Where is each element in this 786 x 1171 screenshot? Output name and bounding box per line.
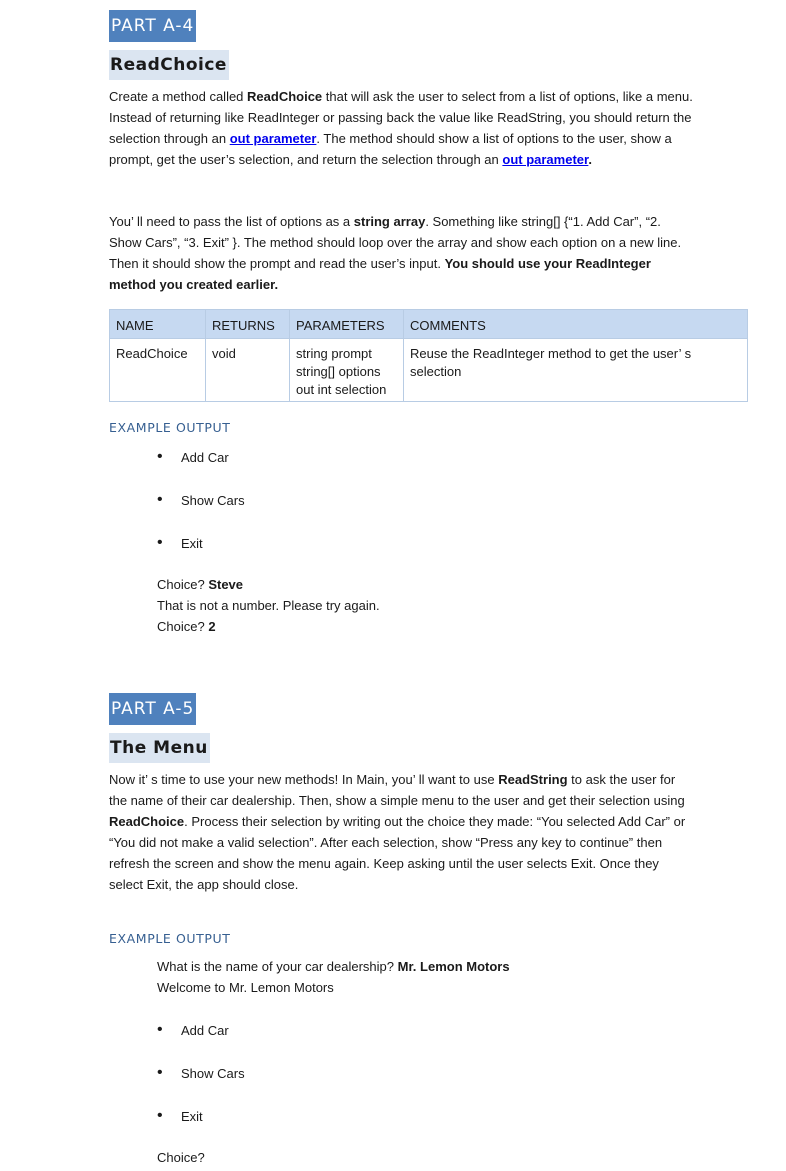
text-run: . Something like string[] {“1. Add Car”, “2. Show Cars”, “3. Exit” }. The method should loop over the array and show each option on a new line. Then it should show the prompt and read the user’s input. bbox=[109, 214, 682, 271]
table-header-returns: RETURNS bbox=[206, 310, 290, 339]
text-run: Create a method called bbox=[109, 89, 248, 104]
bold-run: string array bbox=[353, 214, 426, 229]
section-title-readchoice: ReadChoice bbox=[109, 50, 229, 80]
table-row bbox=[110, 339, 748, 402]
table-cell-name: ReadChoice bbox=[110, 339, 206, 402]
parameter-item: string[] options bbox=[296, 364, 381, 379]
text-run: You’ ll need to pass the list of options as a bbox=[109, 214, 354, 229]
user-input: Mr. Lemon Motors bbox=[397, 959, 510, 974]
example-output-heading-2: EXAMPLE OUTPUT bbox=[109, 931, 231, 946]
list-item-label: Exit bbox=[181, 536, 203, 551]
bullet-icon: • bbox=[157, 491, 163, 508]
example-output-heading: EXAMPLE OUTPUT bbox=[109, 420, 231, 435]
parameter-item: out int selection bbox=[296, 382, 387, 397]
table-cell-comments: Reuse the ReadInteger method to get the user’ s selection bbox=[404, 339, 748, 402]
out-parameter-link-2[interactable]: out parameter bbox=[502, 152, 589, 167]
section-title-the-menu: The Menu bbox=[109, 733, 210, 763]
method-spec-table bbox=[109, 309, 748, 402]
out-parameter-link[interactable]: out parameter bbox=[229, 131, 317, 146]
table-header-parameters: PARAMETERS bbox=[290, 310, 404, 339]
bullet-icon: • bbox=[157, 448, 163, 465]
parameter-item: string prompt bbox=[296, 346, 372, 361]
list-item-label: Show Cars bbox=[181, 493, 245, 508]
bold-run: ReadChoice bbox=[109, 814, 185, 829]
bullet-icon: • bbox=[157, 534, 163, 551]
text-run: . The method should show a list of options to the user, show a prompt, get the user’s selection, and return the selection through an bbox=[109, 131, 672, 167]
text-run: . bbox=[588, 152, 592, 167]
section-tag-part-a5: PART A-5 bbox=[109, 693, 196, 725]
user-input: Steve bbox=[208, 577, 244, 592]
list-item-label: Exit bbox=[181, 1109, 203, 1124]
table-header-comments: COMMENTS bbox=[404, 310, 748, 339]
paragraph-menu-intro bbox=[109, 769, 694, 895]
text-run: What is the name of your car dealership? bbox=[157, 959, 398, 974]
output-line-choice-prompt: Choice? bbox=[157, 1150, 205, 1165]
bullet-icon: • bbox=[157, 1107, 163, 1124]
paragraph-string-array bbox=[109, 211, 694, 295]
bold-run: ReadChoice bbox=[247, 89, 323, 104]
user-input: 2 bbox=[208, 619, 216, 634]
output-line-dealership-prompt bbox=[157, 956, 510, 977]
bullet-icon: • bbox=[157, 1021, 163, 1038]
bold-run: You should use your ReadInteger method you created earlier. bbox=[109, 256, 651, 292]
text-run: Choice? bbox=[157, 577, 209, 592]
text-run: that will ask the user to select from a list of options, like a menu. Instead of returning like ReadInteger or passing back the value like ReadString, you should return the selection through an bbox=[109, 89, 693, 146]
list-item-label: Show Cars bbox=[181, 1066, 245, 1081]
bullet-icon: • bbox=[157, 1064, 163, 1081]
list-item-label: Add Car bbox=[181, 1023, 229, 1038]
output-line-welcome: Welcome to Mr. Lemon Motors bbox=[157, 980, 334, 995]
table-header-row bbox=[110, 310, 748, 339]
output-line-choice bbox=[157, 574, 243, 595]
text-run: . Process their selection by writing out the choice they made: “You selected Add Car” or “You did not make a valid selection”. After each selection, show “Press any key to continue” then refresh the screen and show the menu again. Keep asking until the user selects Exit. Once they select Exit, the app should close. bbox=[109, 814, 686, 892]
text-run: Choice? bbox=[157, 619, 209, 634]
bold-run: ReadString bbox=[498, 772, 568, 787]
text-run: to ask the user for the name of their car dealership. Then, show a simple menu to the user and get their selection using bbox=[109, 772, 685, 808]
text-run: Now it’ s time to use your new methods! In Main, you’ ll want to use bbox=[109, 772, 499, 787]
table-header-name: NAME bbox=[110, 310, 206, 339]
paragraph-readchoice-intro bbox=[109, 86, 694, 170]
table-cell-parameters bbox=[290, 339, 404, 402]
section-tag-part-a4: PART A-4 bbox=[109, 10, 196, 42]
table-cell-returns: void bbox=[206, 339, 290, 402]
output-line-error: That is not a number. Please try again. bbox=[157, 598, 380, 613]
output-line-choice-2 bbox=[157, 616, 216, 637]
list-item-label: Add Car bbox=[181, 450, 229, 465]
